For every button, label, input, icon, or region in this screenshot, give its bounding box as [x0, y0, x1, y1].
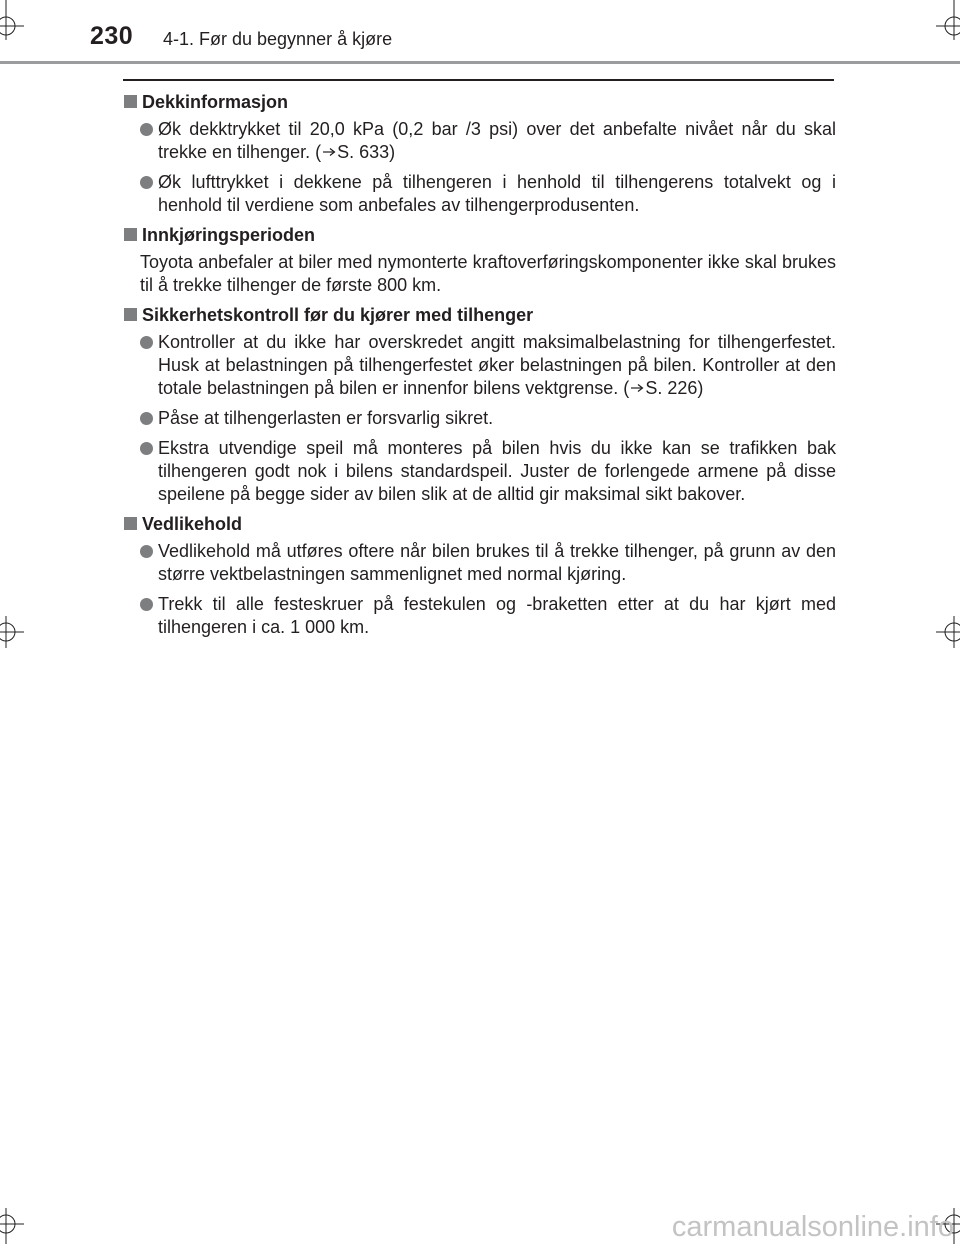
square-icon — [124, 308, 137, 321]
dot-icon — [140, 336, 153, 349]
section-vedlikehold — [122, 513, 836, 639]
dot-icon — [140, 598, 153, 611]
section-heading-text: Sikkerhetskontroll før du kjører med tilhenger — [142, 305, 534, 325]
arrow-icon — [630, 383, 644, 393]
dot-icon — [140, 545, 153, 558]
bullet-text: Trekk til alle festeskruer på festekulen og -braketten etter at du har kjørt med tilhengeren i ca. 1 000 km. — [158, 594, 836, 637]
dot-icon — [140, 123, 153, 136]
section-heading — [122, 91, 836, 114]
section-heading-text: Vedlikehold — [142, 514, 243, 534]
square-icon — [124, 228, 137, 241]
bullet-item — [122, 331, 836, 400]
dot-icon — [140, 412, 153, 425]
bullet-text: Ekstra utvendige speil må monteres på bilen hvis du ikke kan se trafikken bak tilhengeren godt nok i bilens standardspeil. Juster de forlengede armene på disse speilene på begge sider av bilen slik at de alltid gir maksimal sikt bakover. — [158, 438, 836, 504]
registration-mark-mid-left — [0, 612, 30, 652]
registration-mark-top-right — [930, 0, 960, 40]
section-heading-text: Innkjøringsperioden — [142, 225, 316, 245]
page-number: 230 — [90, 22, 134, 50]
page-content — [122, 91, 836, 646]
section-innkjoringsperioden — [122, 224, 836, 297]
registration-mark-top-left — [0, 0, 30, 40]
registration-mark-mid-right — [930, 612, 960, 652]
section-heading — [122, 513, 836, 536]
bullet-text: Øk lufttrykket i dekkene på tilhengeren i henhold til tilhengerens totalvekt og i henhold til verdiene som anbefales av tilhengerprodusenten. — [158, 172, 836, 215]
bullet-item — [122, 540, 836, 586]
section-paragraph: Toyota anbefaler at biler med nymonterte kraftoverføringskomponenter ikke skal brukes til å trekke tilhenger de første 800 km. — [140, 252, 836, 295]
bullet-text: Vedlikehold må utføres oftere når bilen brukes til å trekke tilhenger, på grunn av den større vektbelastningen sammenlignet med normal kjøring. — [158, 541, 836, 584]
bullet-item — [122, 437, 836, 506]
section-heading-text: Dekkinformasjon — [142, 92, 289, 112]
bullet-text: Påse at tilhengerlasten er forsvarlig sikret. — [158, 408, 494, 428]
bullet-item — [122, 593, 836, 639]
registration-mark-bottom-left — [0, 1204, 30, 1244]
section-heading — [122, 304, 836, 327]
section-sikkerhetskontroll — [122, 304, 836, 506]
section-title: 4-1. Før du begynner å kjøre — [163, 29, 393, 49]
bullet-text: Øk dekktrykket til 20,0 kPa (0,2 bar /3 psi) over det anbefalte nivået når du skal trekke en tilhenger. ( — [158, 119, 836, 162]
section-heading — [122, 224, 836, 247]
square-icon — [124, 95, 137, 108]
bullet-item — [122, 171, 836, 217]
watermark: carmanualsonline.info — [671, 1211, 954, 1243]
bullet-item — [122, 407, 836, 430]
header-divider — [0, 61, 960, 64]
content-top-rule — [123, 79, 834, 81]
bullet-item — [122, 118, 836, 164]
dot-icon — [140, 442, 153, 455]
section-dekkinformasjon — [122, 91, 836, 217]
arrow-icon — [322, 147, 336, 157]
dot-icon — [140, 176, 153, 189]
page-reference[interactable]: S. 633) — [337, 142, 396, 162]
square-icon — [124, 517, 137, 530]
page-reference[interactable]: S. 226) — [645, 378, 704, 398]
bullet-text: Kontroller at du ikke har overskredet angitt maksimalbelastning for tilhengerfestet. Husk at belastningen på tilhengerfestet øker belastningen på bilen. Kontroller at den totale belastningen på bilen er innenfor bilens vektgrense. ( — [158, 332, 836, 398]
